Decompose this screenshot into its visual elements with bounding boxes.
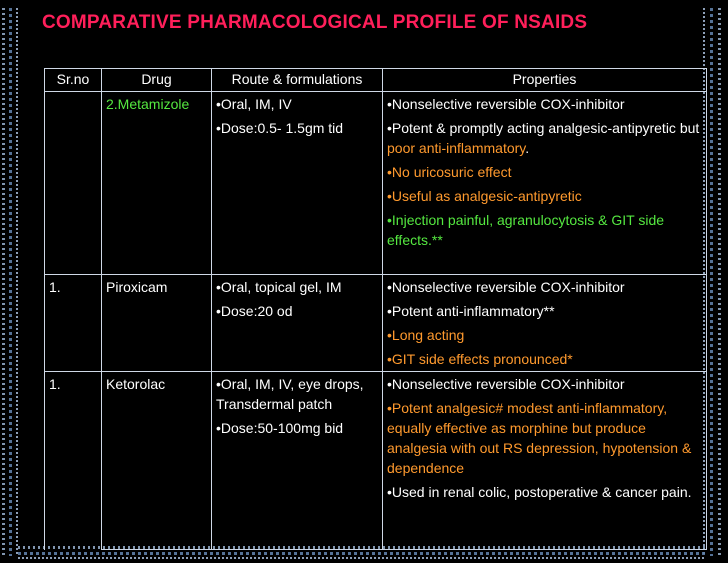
cell-drug: 2.Metamizole [102, 92, 212, 275]
header-route: Route & formulations [212, 69, 383, 92]
route-item: •Oral, topical gel, IM [216, 279, 342, 295]
property-item: •Potent anti-inflammatory** [387, 303, 555, 319]
nsaid-profile-table [44, 68, 707, 550]
header-drug: Drug [102, 69, 212, 92]
cell-route [212, 275, 383, 372]
cell-route [212, 92, 383, 275]
property-item: •Nonselective reversible COX-inhibitor [387, 376, 625, 392]
cell-srno [45, 92, 102, 275]
cell-drug: Piroxicam [102, 275, 212, 372]
property-item [387, 118, 702, 158]
property-text: . [525, 140, 530, 156]
cell-route [212, 372, 383, 550]
route-item: •Oral, IM, IV, eye drops, Transdermal patch [216, 376, 364, 412]
table-row [45, 372, 707, 550]
route-item: •Dose:0.5- 1.5gm tid [216, 120, 344, 136]
property-item: •Long acting [387, 327, 465, 343]
property-item: •Used in renal colic, postoperative & cancer pain. [387, 484, 692, 500]
slide-title: COMPARATIVE PHARMACOLOGICAL PROFILE OF NSAIDS [42, 12, 588, 33]
decorative-left-border [2, 8, 20, 556]
property-item: •No uricosuric effect [387, 164, 512, 180]
cell-drug: Ketorolac [102, 372, 212, 550]
route-item: •Oral, IM, IV [216, 96, 292, 112]
property-text: •Potent & promptly acting analgesic-antipyretic but [387, 120, 700, 136]
cell-properties [383, 92, 707, 275]
cell-properties [383, 275, 707, 372]
table-row [45, 275, 707, 372]
route-item: •Dose:50-100mg bid [216, 420, 344, 436]
cell-properties [383, 372, 707, 550]
cell-srno: 1. [45, 275, 102, 372]
cell-srno: 1. [45, 372, 102, 550]
header-properties: Properties [383, 69, 707, 92]
table-header-row [45, 69, 707, 92]
property-highlight: poor anti-inflammatory [387, 140, 526, 156]
property-item: •Nonselective reversible COX-inhibitor [387, 96, 625, 112]
property-item: •Injection painful, agranulocytosis & GIT side effects.** [387, 212, 665, 248]
property-item: •GIT side effects pronounced* [387, 351, 573, 367]
property-item: •Potent analgesic# modest anti-inflammatory, equally effective as morphine but produce analgesia with out RS depression, hypotension & dependence [387, 400, 692, 476]
route-item: •Dose:20 od [216, 303, 293, 319]
property-item: •Useful as analgesic-antipyretic [387, 188, 582, 204]
header-srno: Sr.no [45, 69, 102, 92]
property-item: •Nonselective reversible COX-inhibitor [387, 279, 625, 295]
table-row [45, 92, 707, 275]
